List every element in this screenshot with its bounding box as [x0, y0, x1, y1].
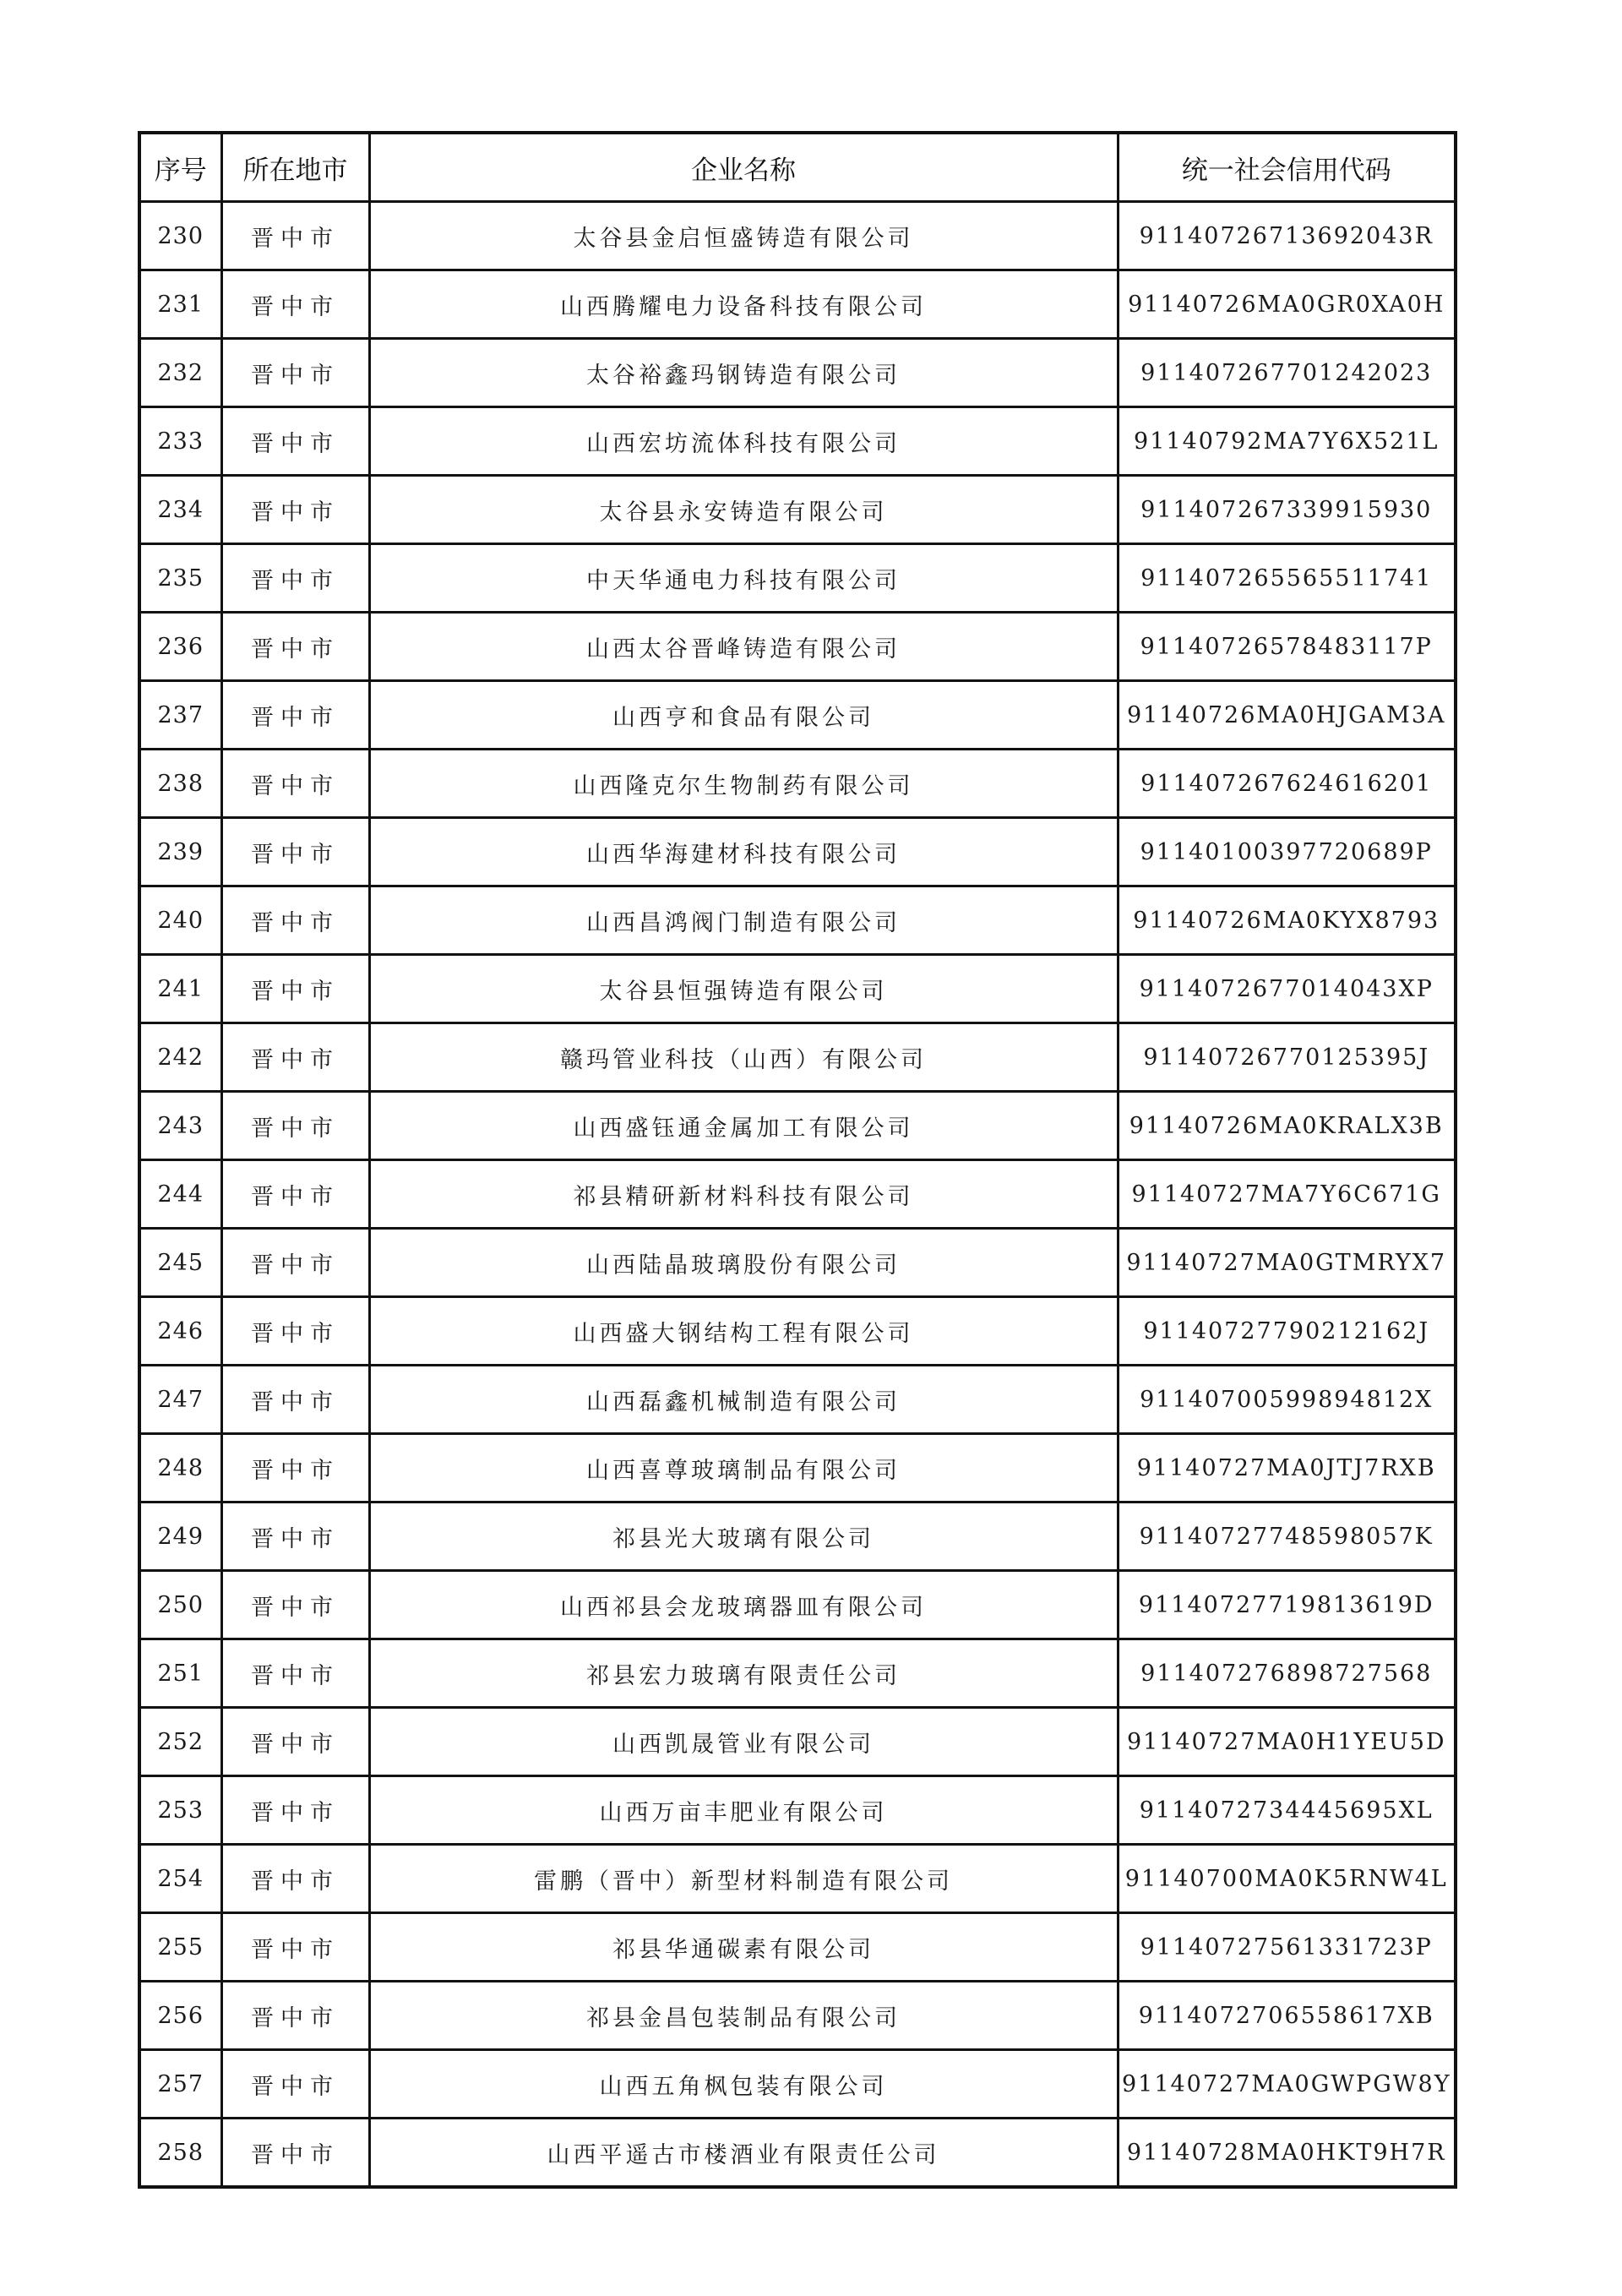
table-row [139, 1229, 1456, 1297]
row-seq: 246 [139, 1297, 221, 1366]
row-city: 晋中市 [221, 202, 369, 270]
row-credit-code: 911407267701242023 [1118, 339, 1456, 407]
row-company-name: 祁县华通碳素有限公司 [369, 1913, 1118, 1982]
row-credit-code: 91140700MA0K5RNW4L [1118, 1845, 1456, 1913]
table-header-row [139, 133, 1456, 202]
row-seq: 234 [139, 476, 221, 544]
table-row [139, 886, 1456, 955]
row-city: 晋中市 [221, 1913, 369, 1982]
row-company-name: 太谷县永安铸造有限公司 [369, 476, 1118, 544]
table-row [139, 1366, 1456, 1434]
row-city: 晋中市 [221, 476, 369, 544]
row-company-name: 山西五角枫包装有限公司 [369, 2050, 1118, 2119]
row-company-name: 太谷裕鑫玛钢铸造有限公司 [369, 339, 1118, 407]
row-company-name: 太谷县恒强铸造有限公司 [369, 955, 1118, 1023]
row-seq: 254 [139, 1845, 221, 1913]
row-credit-code: 91140726MA0HJGAM3A [1118, 681, 1456, 750]
row-city: 晋中市 [221, 1229, 369, 1297]
row-company-name: 山西宏坊流体科技有限公司 [369, 407, 1118, 476]
row-city: 晋中市 [221, 1502, 369, 1571]
table-row [139, 750, 1456, 818]
row-company-name: 山西万亩丰肥业有限公司 [369, 1776, 1118, 1845]
header-seq: 序号 [139, 133, 221, 202]
row-seq: 249 [139, 1502, 221, 1571]
row-credit-code: 91140727MA7Y6C671G [1118, 1160, 1456, 1229]
row-credit-code: 91140726MA0GR0XA0H [1118, 270, 1456, 339]
row-credit-code: 91140726MA0KRALX3B [1118, 1092, 1456, 1160]
table-row [139, 1092, 1456, 1160]
row-credit-code: 91140726770125395J [1118, 1023, 1456, 1092]
row-credit-code: 91140727719813619D [1118, 1571, 1456, 1639]
table-row [139, 476, 1456, 544]
row-city: 晋中市 [221, 270, 369, 339]
row-credit-code: 911407267624616201 [1118, 750, 1456, 818]
row-credit-code: 91140727748598057K [1118, 1502, 1456, 1571]
row-company-name: 山西祁县会龙玻璃器皿有限公司 [369, 1571, 1118, 1639]
row-credit-code: 91140727MA0GWPGW8Y [1118, 2050, 1456, 2119]
row-seq: 255 [139, 1913, 221, 1982]
table-body [139, 202, 1456, 2188]
header-credit-code: 统一社会信用代码 [1118, 133, 1456, 202]
table-row [139, 1571, 1456, 1639]
row-city: 晋中市 [221, 1023, 369, 1092]
row-city: 晋中市 [221, 544, 369, 613]
row-seq: 235 [139, 544, 221, 613]
row-city: 晋中市 [221, 1434, 369, 1502]
row-company-name: 山西陆晶玻璃股份有限公司 [369, 1229, 1118, 1297]
row-company-name: 山西凯晟管业有限公司 [369, 1708, 1118, 1776]
table-row [139, 1845, 1456, 1913]
table-row [139, 339, 1456, 407]
row-city: 晋中市 [221, 1639, 369, 1708]
row-seq: 252 [139, 1708, 221, 1776]
row-seq: 244 [139, 1160, 221, 1229]
row-city: 晋中市 [221, 681, 369, 750]
row-seq: 248 [139, 1434, 221, 1502]
row-city: 晋中市 [221, 886, 369, 955]
row-seq: 242 [139, 1023, 221, 1092]
row-credit-code: 91140728MA0HKT9H7R [1118, 2119, 1456, 2188]
table-row [139, 2050, 1456, 2119]
row-seq: 237 [139, 681, 221, 750]
row-credit-code: 91140727MA0JTJ7RXB [1118, 1434, 1456, 1502]
row-city: 晋中市 [221, 1571, 369, 1639]
row-seq: 241 [139, 955, 221, 1023]
table-row [139, 1502, 1456, 1571]
row-credit-code: 911407276898727568 [1118, 1639, 1456, 1708]
row-credit-code: 91140700599894812X [1118, 1366, 1456, 1434]
row-city: 晋中市 [221, 1160, 369, 1229]
row-seq: 231 [139, 270, 221, 339]
row-city: 晋中市 [221, 613, 369, 681]
row-city: 晋中市 [221, 1845, 369, 1913]
table-row [139, 407, 1456, 476]
row-credit-code: 9114072706558617XB [1118, 1982, 1456, 2050]
header-company-name: 企业名称 [369, 133, 1118, 202]
row-seq: 243 [139, 1092, 221, 1160]
row-city: 晋中市 [221, 2119, 369, 2188]
header-city: 所在地市 [221, 133, 369, 202]
row-company-name: 中天华通电力科技有限公司 [369, 544, 1118, 613]
row-company-name: 山西华海建材科技有限公司 [369, 818, 1118, 886]
row-company-name: 山西磊鑫机械制造有限公司 [369, 1366, 1118, 1434]
row-company-name: 祁县宏力玻璃有限责任公司 [369, 1639, 1118, 1708]
table-row [139, 1982, 1456, 2050]
row-company-name: 山西喜尊玻璃制品有限公司 [369, 1434, 1118, 1502]
row-credit-code: 911407267339915930 [1118, 476, 1456, 544]
row-company-name: 赣玛管业科技（山西）有限公司 [369, 1023, 1118, 1092]
row-city: 晋中市 [221, 1092, 369, 1160]
row-city: 晋中市 [221, 1982, 369, 2050]
row-city: 晋中市 [221, 339, 369, 407]
row-seq: 253 [139, 1776, 221, 1845]
row-seq: 250 [139, 1571, 221, 1639]
row-company-name: 山西昌鸿阀门制造有限公司 [369, 886, 1118, 955]
row-seq: 239 [139, 818, 221, 886]
row-city: 晋中市 [221, 1366, 369, 1434]
table-row [139, 681, 1456, 750]
row-credit-code: 91140792MA7Y6X521L [1118, 407, 1456, 476]
table-row [139, 1708, 1456, 1776]
row-city: 晋中市 [221, 1708, 369, 1776]
row-city: 晋中市 [221, 407, 369, 476]
row-seq: 247 [139, 1366, 221, 1434]
table-row [139, 1434, 1456, 1502]
row-city: 晋中市 [221, 2050, 369, 2119]
row-company-name: 祁县光大玻璃有限公司 [369, 1502, 1118, 1571]
table-row [139, 1160, 1456, 1229]
row-seq: 258 [139, 2119, 221, 2188]
row-credit-code: 91140727790212162J [1118, 1297, 1456, 1366]
table-row [139, 1023, 1456, 1092]
row-credit-code: 91140726578483117P [1118, 613, 1456, 681]
row-credit-code: 91140727MA0GTMRYX7 [1118, 1229, 1456, 1297]
row-company-name: 祁县精研新材料科技有限公司 [369, 1160, 1118, 1229]
row-company-name: 山西亨和食品有限公司 [369, 681, 1118, 750]
row-city: 晋中市 [221, 818, 369, 886]
table-row [139, 270, 1456, 339]
row-credit-code: 9114072734445695XL [1118, 1776, 1456, 1845]
row-company-name: 祁县金昌包装制品有限公司 [369, 1982, 1118, 2050]
row-company-name: 雷鹏（晋中）新型材料制造有限公司 [369, 1845, 1118, 1913]
table-row [139, 1776, 1456, 1845]
row-company-name: 太谷县金启恒盛铸造有限公司 [369, 202, 1118, 270]
table-row [139, 1639, 1456, 1708]
row-company-name: 山西太谷晋峰铸造有限公司 [369, 613, 1118, 681]
table-row [139, 613, 1456, 681]
row-seq: 233 [139, 407, 221, 476]
row-credit-code: 9114072677014043XP [1118, 955, 1456, 1023]
row-city: 晋中市 [221, 750, 369, 818]
row-credit-code: 91140727561331723P [1118, 1913, 1456, 1982]
row-company-name: 山西盛钰通金属加工有限公司 [369, 1092, 1118, 1160]
table-row [139, 955, 1456, 1023]
row-seq: 240 [139, 886, 221, 955]
table-row [139, 544, 1456, 613]
table-row [139, 1913, 1456, 1982]
row-company-name: 山西平遥古市楼酒业有限责任公司 [369, 2119, 1118, 2188]
row-company-name: 山西腾耀电力设备科技有限公司 [369, 270, 1118, 339]
row-company-name: 山西盛大钢结构工程有限公司 [369, 1297, 1118, 1366]
table-row [139, 818, 1456, 886]
enterprise-list-table [138, 131, 1457, 2189]
row-seq: 232 [139, 339, 221, 407]
row-seq: 238 [139, 750, 221, 818]
row-credit-code: 911407265565511741 [1118, 544, 1456, 613]
row-seq: 230 [139, 202, 221, 270]
row-seq: 236 [139, 613, 221, 681]
row-city: 晋中市 [221, 955, 369, 1023]
row-credit-code: 91140726713692043R [1118, 202, 1456, 270]
row-credit-code: 91140100397720689P [1118, 818, 1456, 886]
row-seq: 257 [139, 2050, 221, 2119]
row-credit-code: 91140727MA0H1YEU5D [1118, 1708, 1456, 1776]
row-seq: 256 [139, 1982, 221, 2050]
table-row [139, 2119, 1456, 2188]
row-company-name: 山西隆克尔生物制药有限公司 [369, 750, 1118, 818]
table-row [139, 202, 1456, 270]
row-credit-code: 91140726MA0KYX8793 [1118, 886, 1456, 955]
row-city: 晋中市 [221, 1776, 369, 1845]
table-row [139, 1297, 1456, 1366]
row-city: 晋中市 [221, 1297, 369, 1366]
row-seq: 245 [139, 1229, 221, 1297]
row-seq: 251 [139, 1639, 221, 1708]
